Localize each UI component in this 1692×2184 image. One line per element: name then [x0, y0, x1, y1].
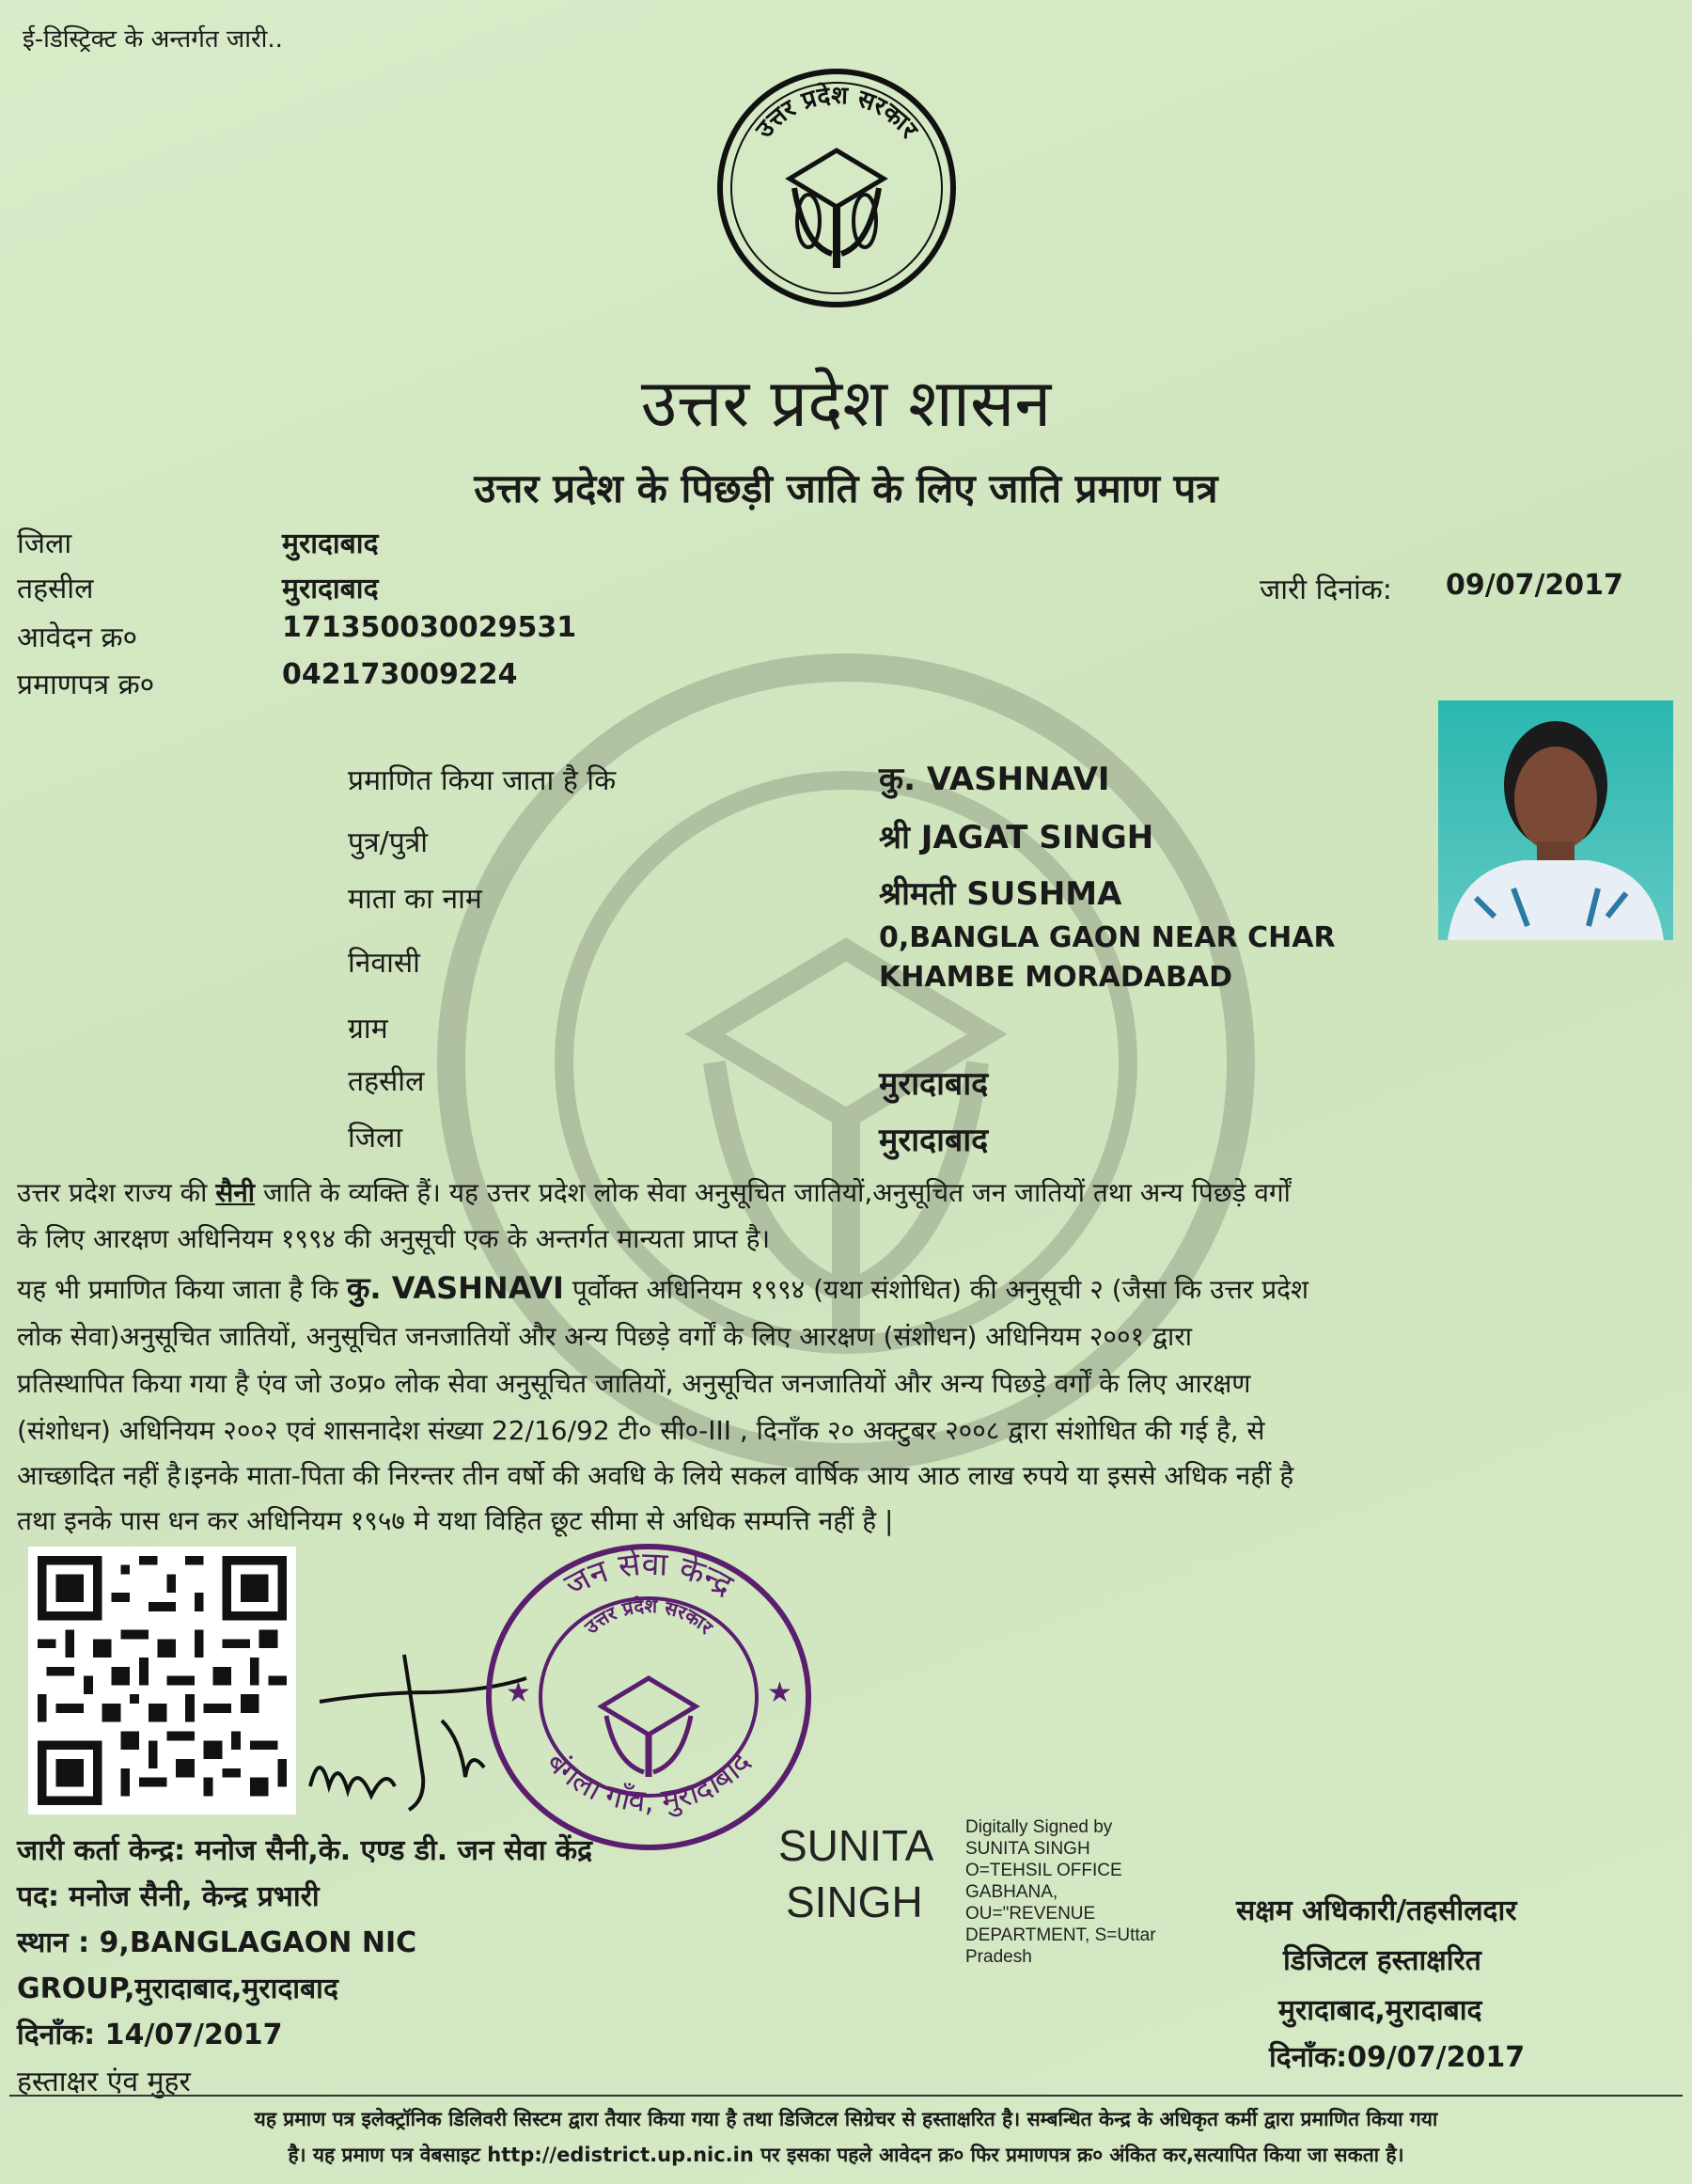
certificate-subtitle: उत्तर प्रदेश के पिछड़ी जाति के लिए जाति प्रमाण पत्र — [474, 465, 1218, 511]
digital-sig-line-4: GABHANA, — [965, 1882, 1058, 1902]
meta-value-application-no: 171350030029531 — [282, 611, 577, 644]
government-title: उत्तर प्रदेश शासन — [640, 365, 1052, 442]
mother-label: माता का नाम — [348, 883, 482, 916]
edistrict-note: ई-डिस्ट्रिक्ट के अन्तर्गत जारी.. — [23, 25, 283, 54]
authority-title: सक्षम अधिकारी/तहसीलदार — [1236, 1894, 1517, 1927]
paragraph-2-line-3: प्रतिस्थापित किया गया है एंव जो उ०प्र० लोक सेवा अनुसूचित जातियों, अनुसूचित जनजातियों और अन्य पिछड़े वर्गों के लिए आरक्षण — [17, 1368, 1251, 1399]
paragraph-2-line-5: आच्छादित नहीं है।इनके माता-पिता की निरन्तर तीन वर्षो की अवधि के लिये सकल वार्षिक आय आठ लाख रुपये या इससे अधिक नहीं है — [17, 1460, 1294, 1491]
issuer-center: जारी कर्ता केन्द्र: मनोज सैनी,के. एण्ड डी. जन सेवा केंद्र — [17, 1834, 593, 1867]
district-value: मुरादाबाद — [879, 1122, 989, 1159]
footer-line-1: यह प्रमाण पत्र इलेक्ट्रॉनिक डिलिवरी सिस्टम द्वारा तैयार किया गया है तथा डिजिटल सिग्रेचर से हस्ताक्षरित है। सम्बन्धित केन्द्र के अधिकृत कर्मी द्वारा प्रमाणित किया गया — [254, 2108, 1438, 2130]
certified-label: प्रमाणित किया जाता है कि — [348, 764, 617, 797]
svg-text:★: ★ — [506, 1676, 531, 1709]
paragraph-2-line-1 — [17, 1265, 1671, 1312]
tehsil-value: मुरादाबाद — [879, 1065, 989, 1103]
paragraph-2-line-6: तथा इनके पास धन कर अधिनियम १९५७ मे यथा विहित छूट सीमा से अधिक सम्पत्ति नहीं है | — [17, 1505, 894, 1536]
svg-text:★: ★ — [767, 1676, 792, 1709]
p1-b: जाति के व्यक्ति हैं। यह उत्तर प्रदेश लोक सेवा अनुसूचित जातियों,अनुसूचित जन जातियों तथा अन्य पिछड़े वर्गों — [255, 1177, 1291, 1208]
seal-text: उत्तर प्रदेश सरकार — [750, 81, 924, 144]
meta-label-certificate-no: प्रमाणपत्र क्र० — [17, 668, 155, 701]
digital-sig-line-2: SUNITA SINGH — [965, 1839, 1090, 1859]
resident-label: निवासी — [348, 947, 420, 980]
paragraph-2-line-4: (संशोधन) अधिनियम २००२ एवं शासनादेश संख्या 22/16/92 टी० सी०-III , दिनाँक २० अक्टुबर २००८ द्वारा संशोधित की गई है, से — [17, 1415, 1265, 1446]
paragraph-2-line-2: लोक सेवा)अनुसूचित जातियों, अनुसूचित जनजातियों और अन्य पिछड़े वर्गों के लिए आरक्षण (संशोधन) अधिनियम २००१ द्वारा — [17, 1321, 1193, 1352]
footer-line-2: है। यह प्रमाण पत्र वेबसाइट http://edistrict.up.nic.in पर इसका पहले आवेदन क्र० फिर प्रमाणपत्र क्र० अंकित कर,सत्यापित किया जा सकता है। — [288, 2144, 1404, 2166]
father-name: श्री JAGAT SINGH — [879, 819, 1154, 856]
issue-date-value: 09/07/2017 — [1446, 569, 1623, 602]
p2-b: पूर्वोक्त अधिनियम १९९४ (यथा संशोधित) की अनुसूची २ (जैसा कि उत्तर प्रदेश — [563, 1274, 1309, 1305]
stamp-middle-text: उत्तर प्रदेश सरकार — [580, 1594, 718, 1639]
authority-location: मुरादाबाद,मुरादाबाद — [1278, 1994, 1482, 2027]
issuer-place-line1: स्थान : 9,BANGLAGAON NIC — [17, 1926, 417, 1959]
svg-text:उत्तर प्रदेश सरकार — [579, 1595, 717, 1639]
jan-seva-kendra-stamp-icon — [479, 1537, 818, 1857]
meta-value-district: मुरादाबाद — [282, 527, 379, 560]
digital-sig-line-7: Pradesh — [965, 1947, 1032, 1967]
stamp-top-text: जन सेवा केन्द्र — [558, 1545, 740, 1605]
digital-sig-line-1: Digitally Signed by — [965, 1817, 1113, 1837]
issuer-date: दिनाँक: 14/07/2017 — [17, 2019, 283, 2051]
qr-code-icon — [28, 1547, 296, 1815]
issuer-post: पद: मनोज सैनी, केन्द्र प्रभारी — [17, 1880, 320, 1913]
meta-label-district: जिला — [17, 527, 72, 560]
footer-divider — [9, 2095, 1683, 2097]
issuer-place-line2: GROUP,मुरादाबाद,मुरादाबाद — [17, 1972, 338, 2005]
digital-sig-name-line2: SINGH — [786, 1878, 923, 1926]
p1-a: उत्तर प्रदेश राज्य की — [17, 1177, 216, 1208]
issuer-sign-seal: हस्ताक्षर एंव मुहर — [17, 2066, 191, 2098]
applicant-photo — [1438, 700, 1673, 940]
paragraph-1-line-1 — [17, 1171, 1671, 1216]
paragraph-1-line-2: के लिए आरक्षण अधिनियम १९९४ की अनुसूची एक के अन्तर्गत मान्यता प्राप्त है। — [17, 1223, 771, 1254]
applicant-portrait-icon — [1438, 700, 1673, 940]
parent-label: पुत्र/पुत्री — [348, 826, 429, 859]
tehsil-label: तहसील — [348, 1065, 425, 1098]
stamp-bottom-text: बंगला गाँव, मुरादाबाद — [539, 1744, 759, 1819]
village-label: ग्राम — [348, 1013, 388, 1045]
district-label: जिला — [348, 1122, 403, 1155]
meta-value-certificate-no: 042173009224 — [282, 658, 518, 691]
digital-sig-line-6: DEPARTMENT, S=Uttar — [965, 1925, 1156, 1945]
meta-value-tehsil: मुरादाबाद — [282, 573, 379, 605]
mother-name: श्रीमती SUSHMA — [879, 875, 1122, 913]
meta-label-application-no: आवेदन क्र० — [17, 621, 138, 654]
digital-sig-name-line1: SUNITA — [778, 1821, 934, 1870]
p2-applicant-name: कु. VASHNAVI — [346, 1270, 564, 1306]
up-government-seal-icon — [714, 66, 959, 310]
p2-a: यह भी प्रमाणित किया जाता है कि — [17, 1274, 347, 1305]
authority-digital-signed: डिजिटल हस्ताक्षरित — [1283, 1944, 1481, 1977]
address-line2: KHAMBE MORADABAD — [879, 961, 1233, 994]
digital-sig-details — [965, 1816, 1156, 1968]
digital-sig-line-5: OU="REVENUE — [965, 1904, 1096, 1924]
address-line1: 0,BANGLA GAON NEAR CHAR — [879, 921, 1336, 954]
meta-label-tehsil: तहसील — [17, 573, 94, 605]
qr-code — [28, 1547, 296, 1815]
applicant-name: कु. VASHNAVI — [879, 761, 1110, 798]
authority-date: दिनाँक:09/07/2017 — [1269, 2041, 1526, 2074]
digital-sig-line-3: O=TEHSIL OFFICE — [965, 1861, 1122, 1880]
issue-date-label: जारी दिनांक: — [1260, 573, 1392, 606]
caste-name: सैनी — [215, 1177, 256, 1208]
